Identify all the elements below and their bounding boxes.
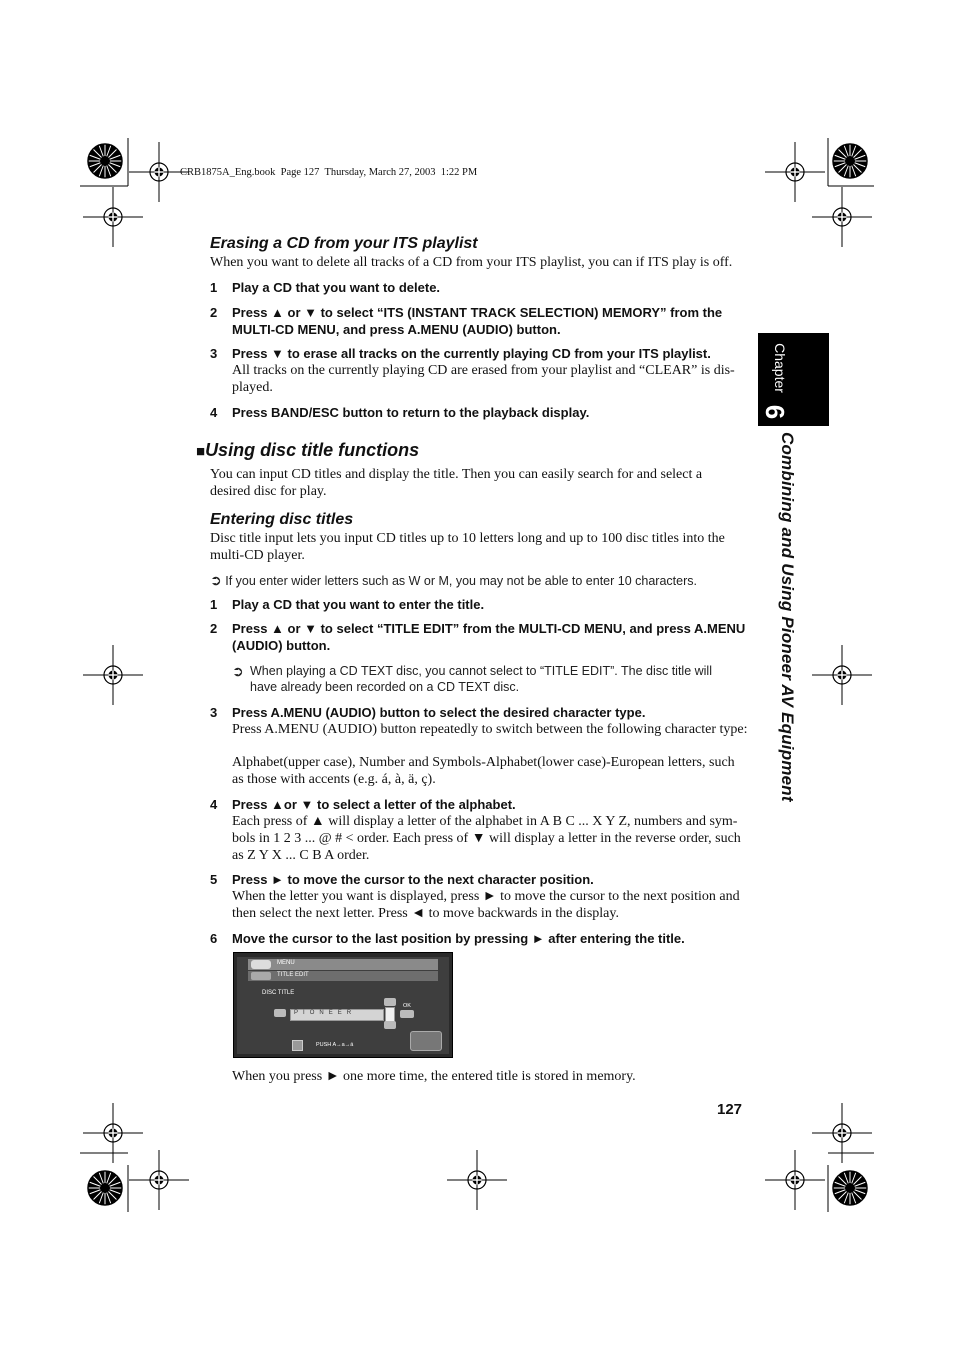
screen-menu-label: MENU	[277, 960, 295, 966]
chapter-label: Chapter	[772, 343, 788, 393]
step-number: 6	[210, 931, 218, 946]
step-text: Play a CD that you want to delete.	[232, 280, 441, 295]
entry-letter: I	[303, 1010, 305, 1016]
step-text: Press A.MENU (AUDIO) button to select the desired character type.	[232, 705, 646, 720]
disc-icon	[251, 960, 271, 969]
disc-title-intro: You can input CD titles and display the title. Then you can easily search for and select a desired disc for play.	[210, 467, 703, 499]
entering-titles-intro: Disc title input lets you input CD titles up to 10 letters long and up to 100 disc titles into the multi-CD player.	[210, 531, 725, 563]
title-step-4-body: Each press of ▲ will display a letter of the alphabet in A B C ... X Y Z, numbers and sym-bols in 1 2 3 ... @ # < order. Each press of ▼ will display a letter in the reverse order, such as Z Y X ... C B A order.	[232, 814, 741, 863]
print-header-line: CRB1875A_Eng.book Page 127 Thursday, March 27, 2003 1:22 PM	[180, 167, 478, 178]
screen-left-button	[274, 1009, 286, 1017]
screen-joystick-icon	[410, 1031, 442, 1051]
step-text: Press ▲or ▼ to select a letter of the alphabet.	[232, 797, 516, 812]
title-edit-screen	[233, 952, 453, 1058]
note-arrow-icon: ➲	[232, 663, 244, 679]
entry-letter: R	[346, 1010, 352, 1016]
step-number: 1	[210, 280, 218, 295]
section-side-title: Combining and Using Pioneer AV Equipment	[778, 432, 797, 802]
screen-ok-button	[400, 1010, 414, 1018]
title-step-2-note	[232, 663, 732, 695]
entry-letter: N	[319, 1010, 324, 1016]
step-number: 2	[210, 305, 218, 320]
title-step-3-body: Press A.MENU (AUDIO) button repeatedly to switch between the following character type:	[232, 722, 748, 737]
step-number: 3	[210, 705, 218, 720]
step-number: 4	[210, 405, 218, 420]
title-step-5-body: When the letter you want is displayed, press ► to move the cursor to the next position and then select the next letter. Press ◄ to move backwards in the display.	[232, 889, 740, 921]
step-text: Press ▲ or ▼ to select “ITS (INSTANT TRACK SELECTION) MEMORY” from the MULTI-CD MENU, and press A.MENU (AUDIO) button.	[232, 305, 723, 337]
chapter-number: 6	[760, 404, 790, 420]
chapter-tab	[758, 333, 829, 426]
screen-up-button	[384, 998, 396, 1006]
title-step-3-body-2: Alphabet(upper case), Number and Symbols-Alphabet(lower case)-European letters, such as those with accents (e.g. á, à, ä, ç).	[232, 755, 735, 787]
step-number: 3	[210, 346, 218, 361]
title-entry-letters	[294, 1010, 384, 1019]
entering-titles-note	[210, 572, 750, 589]
disc-title-heading-text: Using disc title functions	[205, 440, 420, 460]
entry-letter: E	[328, 1010, 333, 1016]
screen-footer-label: PUSH A→a→á	[316, 1042, 354, 1048]
entering-titles-heading: Entering disc titles	[210, 511, 354, 528]
step-number: 4	[210, 797, 218, 812]
section-marker: ■	[196, 443, 206, 460]
entry-letter: E	[337, 1010, 342, 1016]
screen-ok-label: OK	[403, 1003, 411, 1009]
disc-title-heading	[196, 440, 419, 461]
page-number: 127	[717, 1101, 743, 1118]
step-text: Press BAND/ESC button to return to the playback display.	[232, 405, 590, 420]
screen-mode-icon	[292, 1040, 303, 1051]
screen-title-edit-label: TITLE EDIT	[277, 972, 309, 978]
step-number: 5	[210, 872, 218, 887]
step-text: Press ▲ or ▼ to select “TITLE EDIT” from the MULTI-CD MENU, and press A.MENU (AUDIO) button.	[232, 621, 746, 653]
entry-letter: P	[294, 1010, 299, 1016]
step-number: 2	[210, 621, 218, 636]
step-text: Move the cursor to the last position by pressing ► after entering the title.	[232, 931, 685, 946]
erase-heading: Erasing a CD from your ITS playlist	[210, 235, 478, 252]
closing-text: When you press ► one more time, the entered title is stored in memory.	[232, 1069, 636, 1084]
step-text: Press ▼ to erase all tracks on the currently playing CD from your ITS playlist.	[232, 346, 711, 361]
screen-disc-title-label: DISC TITLE	[262, 990, 295, 996]
entry-letter: O	[309, 1010, 315, 1016]
mini-icon	[251, 972, 271, 980]
note-text: When playing a CD TEXT disc, you cannot select to “TITLE EDIT”. The disc title will have already been recorded on a CD TEXT disc.	[250, 664, 712, 694]
step-text: Press ► to move the cursor to the next character position.	[232, 872, 594, 887]
erase-intro: When you want to delete all tracks of a CD from your ITS playlist, you can if ITS play is off.	[210, 255, 733, 270]
erase-step-3-body: All tracks on the currently playing CD are erased from your playlist and “CLEAR” is dis-played.	[232, 363, 735, 395]
screen-down-button	[384, 1021, 396, 1029]
note-arrow-icon: ➲	[210, 572, 222, 588]
step-number: 1	[210, 597, 218, 612]
step-text: Play a CD that you want to enter the title.	[232, 597, 485, 612]
note-text: If you enter wider letters such as W or M, you may not be able to enter 10 characters.	[225, 574, 697, 588]
